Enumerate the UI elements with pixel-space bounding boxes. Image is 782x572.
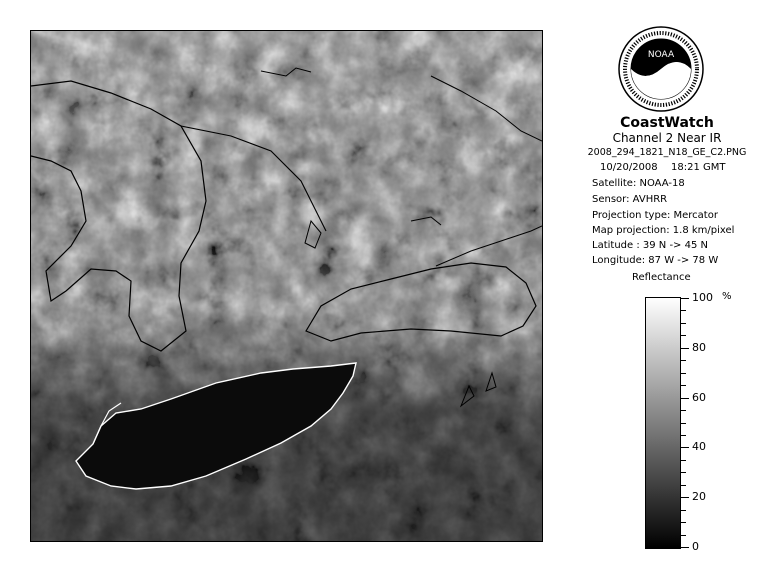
colorbar-minor-tick <box>681 335 686 336</box>
colorbar-tick-label: 60 <box>692 391 706 404</box>
product-title: CoastWatch <box>620 115 714 131</box>
colorbar-minor-tick <box>681 435 686 436</box>
colorbar-minor-tick <box>681 522 686 523</box>
sensor-label: Sensor: AVHRR <box>592 194 668 205</box>
colorbar-minor-tick <box>681 410 686 411</box>
colorbar-major-tick <box>681 398 689 399</box>
colorbar-tick-label: 20 <box>692 490 706 503</box>
colorbar-major-tick <box>681 547 689 548</box>
colorbar-title: Reflectance <box>632 272 691 283</box>
acquisition-time: 18:21 GMT <box>671 162 726 173</box>
acquisition-date: 10/20/2008 <box>600 162 658 173</box>
colorbar-minor-tick <box>681 460 686 461</box>
reflectance-colorbar <box>645 297 681 549</box>
colorbar-tick-label: 100 <box>692 291 713 304</box>
colorbar-tick-label: 80 <box>692 341 706 354</box>
noaa-logo <box>617 25 705 113</box>
colorbar-minor-tick <box>681 373 686 374</box>
satellite-label: Satellite: NOAA-18 <box>592 178 685 189</box>
colorbar-tick-label: 0 <box>692 540 699 553</box>
channel-label: Channel 2 Near IR <box>612 131 722 145</box>
colorbar-tick-label: 40 <box>692 440 706 453</box>
colorbar-minor-tick <box>681 323 686 324</box>
colorbar-major-tick <box>681 447 689 448</box>
colorbar-minor-tick <box>681 510 686 511</box>
colorbar-minor-tick <box>681 472 686 473</box>
colorbar-unit: % <box>722 291 732 302</box>
latitude-label: Latitude : 39 N -> 45 N <box>592 240 708 251</box>
colorbar-minor-tick <box>681 385 686 386</box>
colorbar-minor-tick <box>681 535 686 536</box>
colorbar-minor-tick <box>681 310 686 311</box>
colorbar-major-tick <box>681 348 689 349</box>
projection-type-label: Projection type: Mercator <box>592 210 718 221</box>
longitude-label: Longitude: 87 W -> 78 W <box>592 255 719 266</box>
colorbar-minor-tick <box>681 485 686 486</box>
svg-text:NOAA: NOAA <box>647 50 675 60</box>
satellite-image <box>30 30 543 542</box>
colorbar-major-tick <box>681 298 689 299</box>
colorbar-major-tick <box>681 497 689 498</box>
image-filename: 2008_294_1821_N18_GE_C2.PNG <box>587 147 747 158</box>
map-projection-label: Map projection: 1.8 km/pixel <box>592 225 735 236</box>
colorbar-minor-tick <box>681 423 686 424</box>
colorbar-minor-tick <box>681 360 686 361</box>
